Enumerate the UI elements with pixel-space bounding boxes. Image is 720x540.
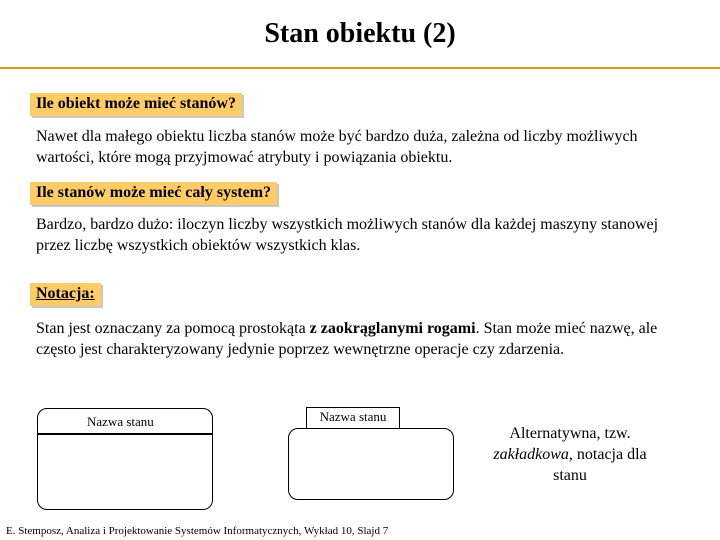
paragraph-3-text-b: . Stan może mieć nazwę, ale często jest charakteryzowany jedynie poprzez wewnętrzne operacje czy zdarzenia. <box>36 320 658 358</box>
slide-title: Stan obiektu (2) <box>264 18 456 49</box>
question-1-label: Ile obiekt może mieć stanów? <box>30 93 242 116</box>
paragraph-1: Nawet dla małego obiektu liczba stanów może być bardzo duża, zależna od liczby możliwych wartości, które mogą przyjmować atrybuty i powiązania obiektu. <box>36 128 638 166</box>
alt-note-text-b: , notacja dla stanu <box>553 446 647 484</box>
alternative-notation-note <box>480 423 660 486</box>
paragraph-3-bold: z zaokrąglanymi rogami <box>309 320 476 337</box>
paragraph-3-text-a: Stan jest oznaczany za pomocą prostokąta <box>36 320 310 337</box>
question-2-label: Ile stanów może mieć cały system? <box>30 182 277 205</box>
state-name-label: Nazwa stanu <box>87 414 154 429</box>
state-name-divider <box>37 433 212 435</box>
paragraph-2: Bardzo, bardzo dużo: iloczyn liczby wszystkich możliwych stanów dla każdej maszyny stanowej przez liczbę wszystkich obiektów wszystkich klas. <box>36 216 659 254</box>
tabbed-state-name-label: Nazwa stanu <box>319 409 387 424</box>
notation-label: Notacja: <box>30 283 101 306</box>
tabbed-state-body <box>288 428 454 500</box>
tabbed-state-name-tab <box>306 407 400 429</box>
title-rule <box>0 67 720 69</box>
alt-note-italic: zakładkowa <box>493 446 569 463</box>
alt-note-text-a: Alternatywna, tzw. <box>509 425 631 442</box>
slide-footer: E. Stemposz, Analiza i Projektowanie Systemów Informatycznych, Wykład 10, Slajd 7 <box>6 525 389 537</box>
paragraph-3 <box>36 318 666 360</box>
